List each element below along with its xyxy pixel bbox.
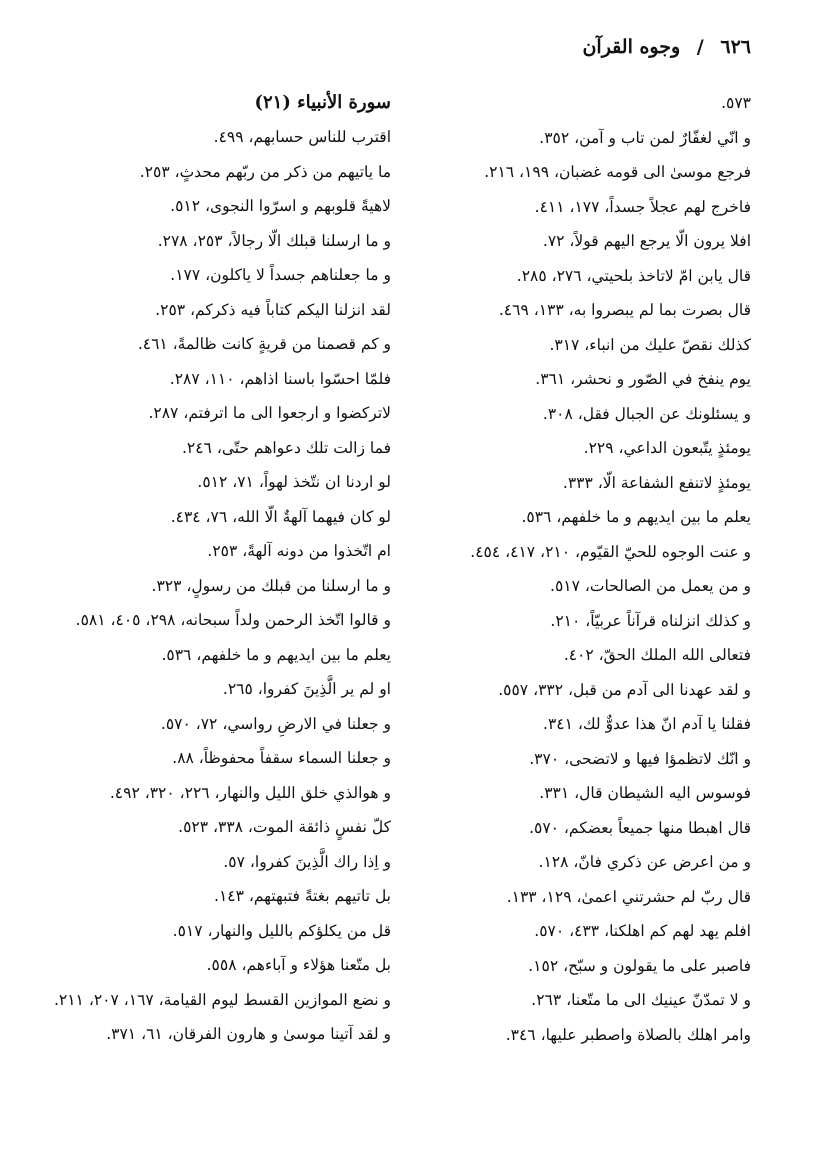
index-entry: فاخرج لهم عجلاً جسداً، ١٧٧، ٤١١. [534,197,751,216]
index-entry: یعلم ما بین ایدیهم و ما خلفهم، ٥٣٦. [161,645,391,664]
index-entry: و یسئلونك عن الجبال فقل، ٣٠٨. [542,404,751,423]
index-entry: و اِذا راك الَّذِینَ کفروا، ٥٧. [223,852,391,871]
index-entry: لاهیةً قلوبهم و اسرّوا النجوی، ٥١٢. [170,197,391,215]
index-entry: و لقد عهدنا الی آدم من قبل، ٣٣٢، ٥٥٧. [498,680,751,699]
index-entry: و لا تمدّنّ عینیك الی ما متّعنا، ٢٦٣. [531,991,751,1009]
index-entry: لاترکضوا و ارجعوا الی ما اترفتم، ٢٨٧. [148,404,391,422]
index-entry: یومئذٍ یتّبعون الداعي، ٢٢٩. [583,439,751,457]
index-entry: ما یاتیهم من ذکر من ربّهم محدثٍ، ٢٥٣. [139,162,391,181]
index-entry: ٥٧٣. [721,94,751,112]
index-entry: افلم یهد لهم کم اهلکنا، ٤٣٣، ٥٧٠. [534,922,751,940]
index-entry: لقد انزلنا الیکم کتاباً فیه ذکرکم، ٢٥٣. [155,300,391,319]
index-entry: کذلك نقصّ علیك من انباء، ٣١٧. [549,335,751,354]
index-entry: اقترب للناس حسابهم، ٤٩٩. [213,128,391,146]
index-entry: قال ربّ لم حشرتني اعمیٰ، ١٢٩، ١٣٣. [506,887,751,906]
index-entry: و نضع الموازین القسط لیوم القیامة، ١٦٧، ٢٠٧، ٢١١. [53,990,391,1009]
index-entry: فتعالی الله الملك الحقّ، ٤٠٢. [563,646,751,664]
index-entry: و من یعمل من الصالحات، ٥١٧. [550,577,751,595]
index-entry: و قالوا اتّخذ الرحمن ولداً سبحانه، ٢٩٨، ٤٠٥، ٥٨١. [75,611,391,629]
index-entry: قال اهبطا منها جمیعاً بعضکم، ٥٧٠. [529,818,751,837]
index-entry: و عنت الوجوه للحيّ القیّوم، ٢١٠، ٤١٧، ٤٥٤. [470,542,751,561]
book-title: وجوه القرآن [582,36,681,58]
index-entry: و ما جعلناهم جسداً لا یاکلون، ١٧٧. [170,266,391,284]
index-entry: فقلنا یا آدم انّ هذا عدوٌّ لك، ٣٤١. [543,715,751,733]
index-entry: فرجع موسیٰ الی قومه غضبان، ١٩٩، ٢١٦. [484,163,751,181]
index-entry: و هوالذي خلق اللیل والنهار، ٢٢٦، ٣٢٠، ٤٩٢. [109,783,391,802]
left-column-entries [41,120,391,1052]
page-number: ٦٢٦ [720,36,751,58]
right-column-entries [421,86,751,1052]
left-column [41,86,391,1052]
page-header [582,36,751,58]
index-entry: و لقد آتینا موسیٰ و هارون الفرقان، ٦١، ٣٧١. [106,1025,391,1043]
index-entry: لو اردنا ان نتّخذ لهواً، ٧١، ٥١٢. [197,473,391,491]
surah-heading: سورة الأنبیاء (٢١) [254,92,391,113]
index-entry: فوسوس الیه الشیطان قال، ٣٣١. [539,784,751,802]
index-entry: قال بصرت بما لم یبصروا به، ١٣٣، ٤٦٩. [498,301,751,319]
index-entry: لو کان فیهما آلهةٌ الّا الله، ٧٦، ٤٣٤. [170,507,391,526]
index-entry: و من اعرض عن ذکري فانّ، ١٢٨. [538,853,751,871]
index-entry: فاصبر علی ما یقولون و سبّح، ١٥٢. [528,956,751,975]
index-entry: و انّك لاتظمؤا فیها و لاتضحی، ٣٧٠. [529,749,751,768]
index-entry: او لم یر الَّذِینَ کفروا، ٢٦٥. [222,680,391,698]
index-entry: قال یابن امّ لاتاخذ بلحیتي، ٢٧٦، ٢٨٥. [516,266,751,285]
index-entry: یومئذٍ لاتنفع الشفاعة الّا، ٣٣٣. [562,473,751,492]
index-entry: افلا یرون الّا یرجع الیهم قولاً، ٧٢. [542,232,751,250]
index-entry: بل متّعنا هؤلاء و آباءهم، ٥٥٨. [206,956,391,974]
right-column [421,86,751,1052]
index-entry: کلّ نفسٍ ذائقة الموت، ٣٣٨، ٥٢٣. [178,818,391,836]
index-entry: بل تاتیهم بغتةً فتبهتهم، ١٤٣. [214,887,391,905]
index-entry: و ما ارسلنا من قبلك من رسولٍ، ٣٢٣. [151,576,391,595]
index-entry: فلمّا احسّوا باسنا اذاهم، ١١٠، ٢٨٧. [169,369,391,388]
index-entry: ام اتّخذوا من دونه آلهةً، ٢٥٣. [207,542,391,560]
index-entry: وامر اهلك بالصلاة واصطبر علیها، ٣٤٦. [505,1025,751,1044]
index-entry: قل من یکلؤکم باللیل والنهار، ٥١٧. [172,921,391,940]
index-entry: و ما ارسلنا قبلك الّا رجالاً، ٢٥٣، ٢٧٨. [157,231,391,250]
index-entry: و جعلنا السماء سقفاً محفوظاً، ٨٨. [172,749,391,767]
index-entry: فما زالت تلك دعواهم حتّی، ٢٤٦. [181,438,391,457]
index-entry: و انّي لغفّارٌ لمن تاب و آمن، ٣٥٢. [539,128,751,147]
header-separator: / [696,36,704,58]
index-entry: یوم ینفخ في الصّور و نحشر، ٣٦١. [535,370,751,388]
index-entry: و جعلنا في الارضِ رواسي، ٧٢، ٥٧٠. [160,714,391,733]
index-entry: و کم قصمنا من قریةٍ کانت ظالمةً، ٤٦١. [137,335,391,353]
index-entry: و کذلك انزلناه قرآناً عربیّاً، ٢١٠. [550,611,751,630]
index-entry: یعلم ما بین ایدیهم و ما خلفهم، ٥٣٦. [521,508,751,526]
